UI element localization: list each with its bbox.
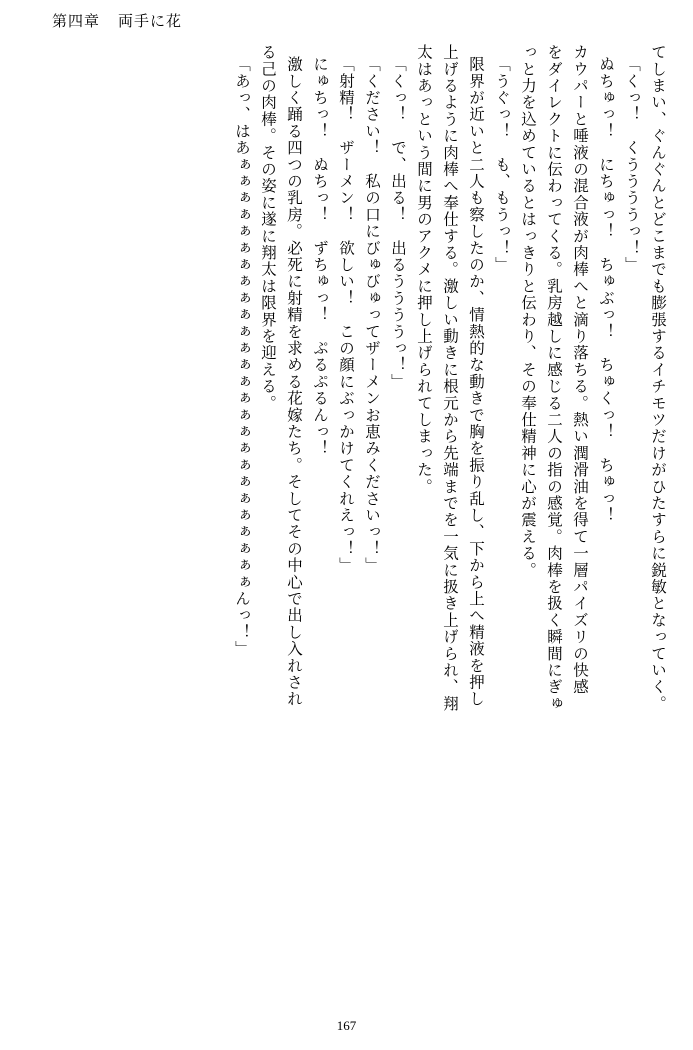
text-line: をダイレクトに伝わってくる。乳房越しに感じる二人の指の感覚。肉棒を扱く瞬間にぎゅ [545, 44, 563, 712]
text-line: 「うぐっ！ も、もうっ！」 [493, 56, 511, 274]
chapter-title: 両手に花 [118, 14, 183, 30]
text-line: 「射精！ ザーメン！ 欲しい！ この顔にぶっかけてくれえっ！」 [337, 56, 355, 574]
text-line: 太はあっという間に男のアクメに押し上げられてしまった。 [415, 44, 433, 495]
page-number: 167 [336, 1018, 357, 1033]
text-line: っと力を込めているとはっきりと伝わり、その奉仕精神に心が震える。 [519, 44, 537, 579]
text-line: カウパーと唾液の混合液が肉棒へと滴り落ちる。熱い潤滑油を得て一層パイズリの快感 [571, 44, 589, 696]
text-line: にゅちっ！ ぬちっ！ ずちゅっ！ ぷるぷるんっ！ [311, 56, 329, 457]
vertical-text-body [28, 44, 665, 1004]
text-line: 「くっ！ で、出る！ 出るううううっ！」 [389, 56, 407, 390]
text-line: てしまい、ぐんぐんとどこまでも膨張するイチモツだけがひたすらに鋭敏となっていく。 [649, 44, 667, 712]
text-line: 「あっ、はあぁぁぁぁぁぁぁぁぁぁぁぁぁぁぁぁぁぁぁぁぁぁぁぁぁぁんっ！」 [233, 56, 251, 658]
text-line: 「くっ！ くううううっ！」 [623, 56, 641, 274]
text-line: 限界が近いと二人も察したのか、情熱的な動きで胸を振り乱し、下から上へ精液を押し [467, 56, 485, 708]
text-line: 「ください！ 私の口にびゅびゅってザーメンお恵みくださいっ！」 [363, 56, 381, 574]
page-footer [0, 1018, 693, 1034]
text-line: 激しく踊る四つの乳房。必死に射精を求める花嫁たち。そしてその中心で出し入れされ [285, 56, 303, 708]
page-header [52, 10, 182, 31]
text-line: ぬちゅっ！ にちゅっ！ ちゅぶっ！ ちゅくっ！ ちゅっ！ [597, 56, 615, 524]
text-line: る己の肉棒。その姿に遂に翔太は限界を迎える。 [259, 44, 277, 412]
chapter-number: 第四章 [52, 14, 101, 30]
text-line: 上げるように肉棒へ奉仕する。激しい動きに根元から先端までを一気に扱き上げられ、翔 [441, 44, 459, 712]
